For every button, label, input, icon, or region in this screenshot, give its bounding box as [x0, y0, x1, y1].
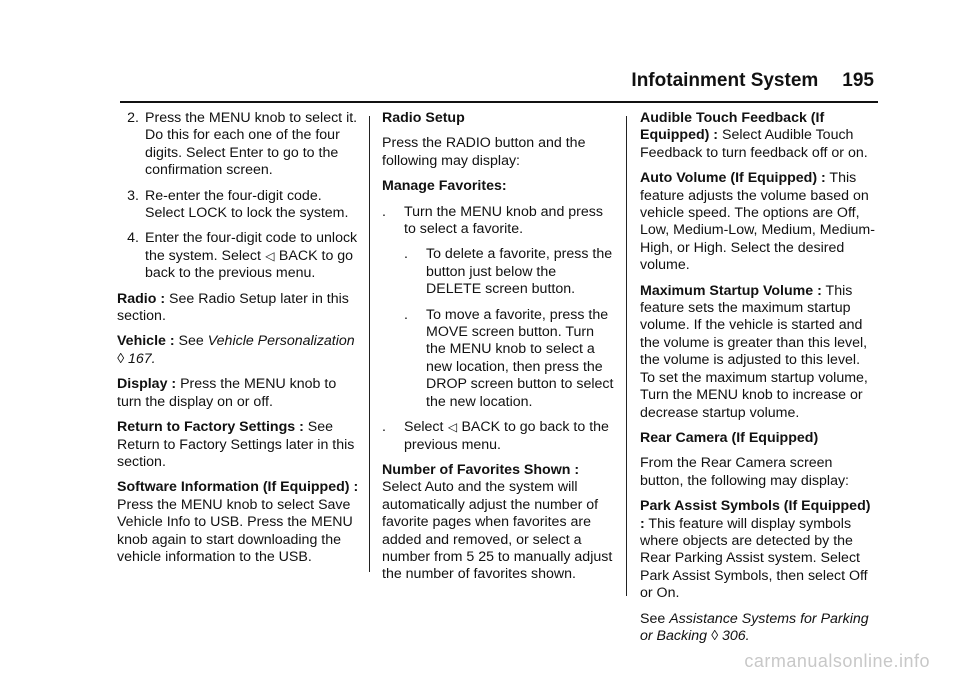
- park-text: This feature will display symbols where objects are detected by the Rear Parking Assist system. Select Park Assist Symbols, then select Off or On.: [640, 515, 868, 602]
- bullet-text: [404, 419, 614, 454]
- see-also-entry: [640, 611, 878, 646]
- watermark: carmanualsonline.info: [744, 651, 930, 671]
- rear-camera-text: From the Rear Camera screen button, the following may display:: [640, 455, 849, 489]
- vehicle-label: Vehicle :: [117, 333, 175, 350]
- num-fav-label: Number of Favorites Shown :: [382, 461, 580, 478]
- item-number: 4.: [127, 230, 139, 247]
- software-entry: [117, 479, 359, 566]
- assist-systems-link[interactable]: Assistance Systems for Parking or Backing: [640, 610, 869, 644]
- factory-text: See Return to Factory Settings later in this section.: [117, 419, 355, 470]
- bullet-text-a: Select: [404, 419, 444, 436]
- back-icon: ◁: [265, 248, 275, 263]
- software-label: Software Information (If Equipped) :: [117, 479, 359, 496]
- column-1: [117, 110, 359, 574]
- max-volume-entry: [640, 283, 878, 422]
- rear-camera-heading: Rear Camera (If Equipped): [640, 429, 819, 446]
- park-label: Park Assist Symbols (If Equipped) :: [640, 498, 871, 532]
- auto-volume-entry: [640, 170, 878, 274]
- bullet-item: [382, 419, 614, 454]
- maxvol-label: Maximum Startup Volume :: [640, 282, 822, 299]
- bullet-item: [382, 204, 614, 239]
- radio-setup-heading: Radio Setup: [382, 110, 465, 126]
- see-text: See: [640, 610, 666, 627]
- radio-entry: [117, 291, 359, 326]
- software-text: Press the MENU knob to select Save Vehicle Info to USB. Press the MENU knob again to start downloading the vehicle information to the USB.: [117, 496, 353, 565]
- item-text-a: Enter the four-digit code to unlock the system. Select: [145, 230, 358, 264]
- assist-page[interactable]: 306.: [721, 627, 750, 644]
- list-item: [117, 188, 359, 223]
- sub-bullet-item: [404, 307, 614, 411]
- column-divider-1: [369, 116, 370, 572]
- section-title: Infotainment System: [631, 70, 819, 91]
- back-icon: ◁: [447, 420, 458, 435]
- radio-intro: Press the RADIO button and the following may display:: [382, 135, 586, 169]
- factory-label: Return to Factory Settings :: [117, 419, 304, 436]
- item-text: Re-enter the four-digit code. Select LOCK to lock the system.: [145, 187, 349, 222]
- column-divider-2: [626, 116, 627, 596]
- page-number: 195: [842, 70, 874, 91]
- item-number: 2.: [127, 110, 139, 126]
- page-header: [631, 70, 874, 92]
- autovol-label: Auto Volume (If Equipped) :: [640, 170, 826, 187]
- item-number: 3.: [127, 187, 139, 204]
- page-ref-icon: ◊: [710, 627, 718, 644]
- park-assist-entry: [640, 498, 878, 602]
- item-text: Press the MENU knob to select it. Do this for each one of the four digits. Select Enter to go to the confirmation screen.: [145, 110, 358, 179]
- bullet: .: [404, 306, 408, 323]
- autovol-text: This feature adjusts the volume based on vehicle speed. The options are Off, Low, Medium-Low, Medium, Medium-High, or High. Select the desired volume.: [640, 170, 875, 274]
- radio-label: Radio :: [117, 290, 166, 307]
- audible-label: Audible Touch Feedback (If Equipped) :: [640, 110, 825, 144]
- vehicle-personalization-link[interactable]: Vehicle Personalization: [207, 333, 355, 350]
- number-of-favorites-entry: [382, 462, 614, 584]
- column-2: [382, 110, 614, 592]
- audible-entry: [640, 110, 878, 162]
- audible-text: Select Audible Touch Feedback to turn feedback off or on.: [640, 127, 868, 161]
- vehicle-page[interactable]: 167.: [127, 350, 156, 367]
- bullet-text: To delete a favorite, press the button just below the DELETE screen button.: [426, 246, 613, 298]
- item-text: [145, 230, 359, 282]
- bullet: .: [382, 203, 386, 220]
- display-entry: [117, 376, 359, 411]
- maxvol-text: This feature sets the maximum startup volume. If the vehicle is started and the volume is greater than this level, the volume is adjusted to this level. To set the maximum startup volume, Turn the MENU knob to increase or decrease startup volume.: [640, 282, 868, 421]
- header-rule: [120, 101, 878, 103]
- factory-entry: [117, 419, 359, 471]
- display-label: Display :: [117, 376, 177, 393]
- bullet-text: Turn the MENU knob and press to select a favorite.: [404, 203, 603, 238]
- bullet: .: [382, 419, 386, 436]
- display-text: Press the MENU knob to turn the display on or off.: [117, 376, 337, 410]
- sub-bullet-item: [404, 246, 614, 298]
- bullet: .: [404, 246, 408, 263]
- list-item: [117, 110, 359, 180]
- num-fav-text: Select Auto and the system will automatically adjust the number of favorite pages when favorites are added and removed, or select a number from 5 25 to manually adjust the number of favorites shown.: [382, 479, 613, 583]
- column-3: [640, 110, 878, 653]
- bullet-text: To move a favorite, press the MOVE screen button. Turn the MENU knob to select a new location, then press the DROP screen button to select the new location.: [426, 306, 614, 410]
- vehicle-entry: [117, 333, 359, 368]
- bullet-text-b: BACK to go back to the previous menu.: [404, 419, 609, 453]
- radio-text: See Radio Setup later in this section.: [117, 290, 349, 325]
- vehicle-see: See: [178, 333, 204, 350]
- page-ref-icon: ◊: [117, 350, 125, 367]
- manage-favorites-heading: Manage Favorites:: [382, 178, 507, 195]
- list-item: [117, 230, 359, 282]
- item-text-b: BACK to go back to the previous menu.: [145, 247, 354, 282]
